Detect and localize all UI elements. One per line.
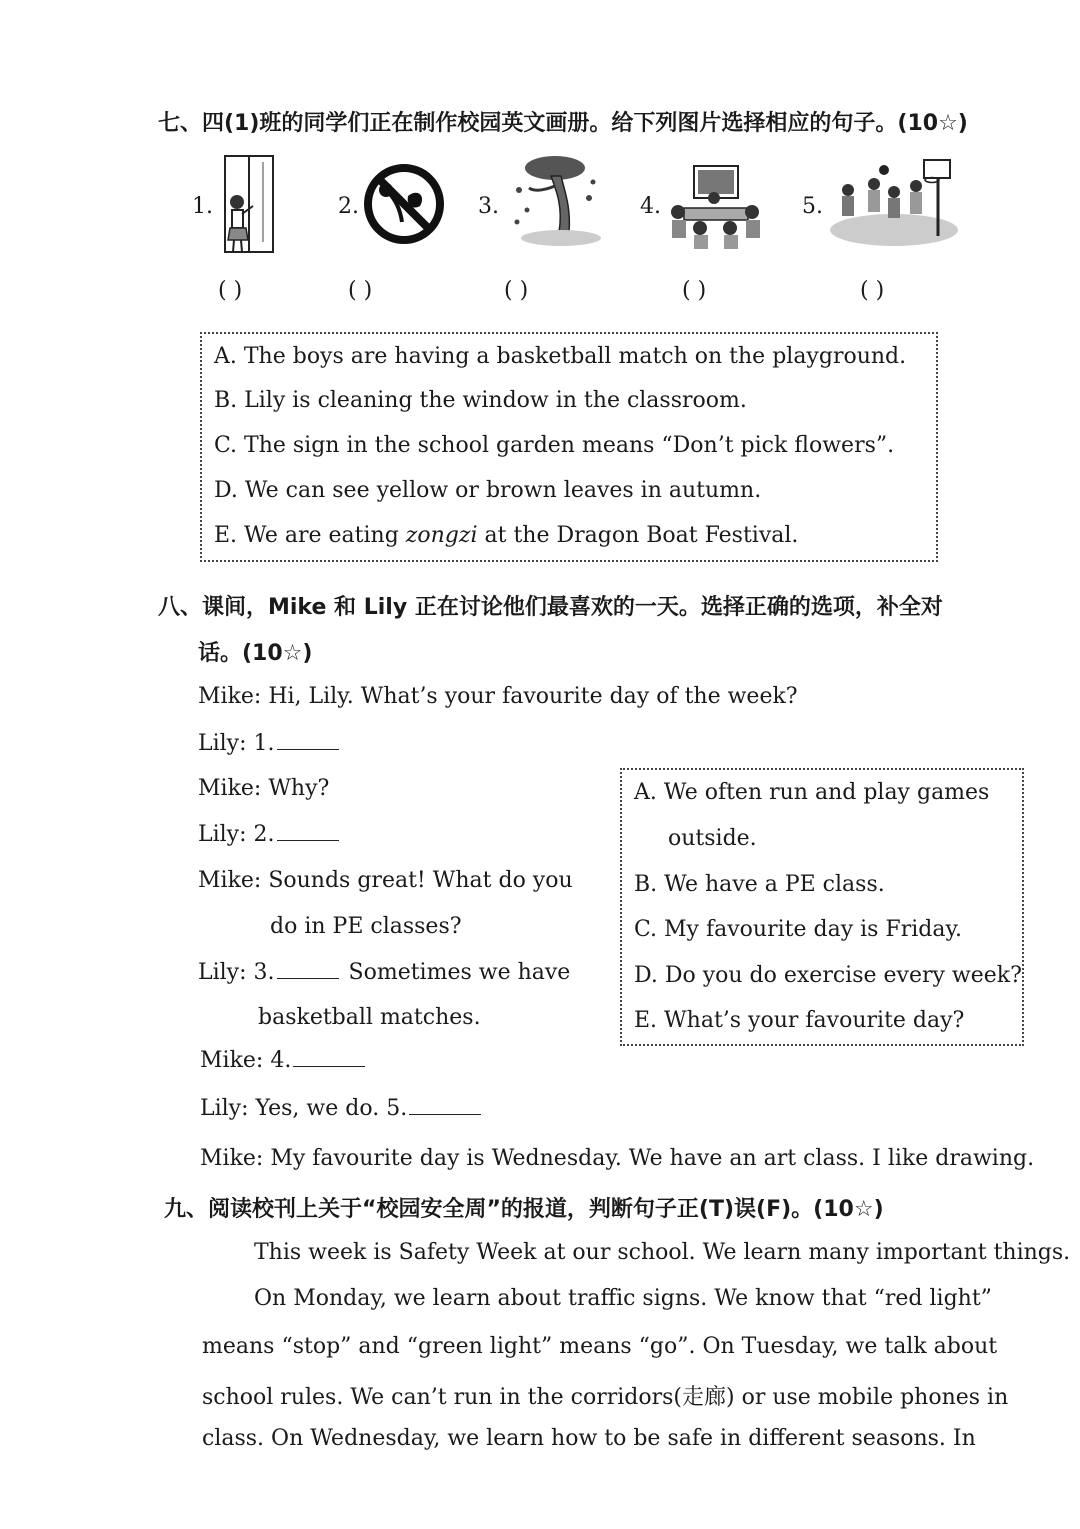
dialogue-option-c: C. My favourite day is Friday. [634,917,962,942]
picture-3-answer[interactable]: ( ) [504,278,529,303]
dialogue-line-6a: Lily: 3. Sometimes we have [198,960,571,985]
option-e-italic: zongzi [405,523,478,548]
dialogue-line-9: Mike: My favourite day is Wednesday. We have an art class. I like drawing. [200,1146,1035,1171]
children-eating-icon [664,162,764,252]
dialogue-line-2: Lily: 1. [198,731,339,756]
dialogue-line-8: Lily: Yes, we do. 5. [200,1096,481,1121]
picture-5-label: 5. [802,194,823,219]
picture-3-label: 3. [478,194,499,219]
picture-1-label: 1. [192,194,213,219]
picture-4-answer[interactable]: ( ) [682,278,707,303]
picture-2-label: 2. [338,194,359,219]
dialogue-option-d: D. Do you do exercise every week? [634,963,1022,988]
picture-1-answer[interactable]: ( ) [218,278,243,303]
passage-line-2: On Monday, we learn about traffic signs. We know that “red light” [254,1286,992,1311]
dialogue-option-b: B. We have a PE class. [634,872,885,897]
picture-5-answer[interactable]: ( ) [860,278,885,303]
dialogue-line-3: Mike: Why? [198,776,330,801]
picture-2-answer[interactable]: ( ) [348,278,373,303]
dialogue-option-a: A. We often run and play games [634,780,990,805]
passage-line-1: This week is Safety Week at our school. We learn many important things. [254,1240,1071,1265]
section7-options-box [200,332,938,562]
passage-line-4: school rules. We can’t run in the corridors(走廊) or use mobile phones in [202,1385,1009,1410]
option-a: A. The boys are having a basketball match on the playground. [214,344,907,369]
picture-4-label: 4. [640,194,661,219]
option-c: C. The sign in the school garden means “Don’t pick flowers”. [214,433,895,458]
girl-cleaning-window-icon [215,152,277,256]
blank-1[interactable] [277,731,339,750]
dialogue-line-4: Lily: 2. [198,822,339,847]
passage-line-5: class. On Wednesday, we learn how to be safe in different seasons. In [202,1426,976,1451]
dialogue-line-6b: basketball matches. [258,1005,481,1030]
passage-line-3: means “stop” and “green light” means “go”. On Tuesday, we talk about [202,1334,998,1359]
no-picking-flowers-sign-icon [362,162,446,246]
section8-title-line1: 八、课间，Mike 和 Lily 正在讨论他们最喜欢的一天。选择正确的选项，补全对 [158,595,943,620]
dialogue-option-e: E. What’s your favourite day? [634,1008,965,1033]
dialogue-line-5b: do in PE classes? [270,914,462,939]
dialogue-line-5a: Mike: Sounds great! What do you [198,868,573,893]
blank-3[interactable] [277,960,339,979]
option-b: B. Lily is cleaning the window in the classroom. [214,388,747,413]
dialogue-option-a-cont: outside. [668,826,757,851]
dialogue-line-1: Mike: Hi, Lily. What’s your favourite day of the week? [198,684,798,709]
blank-4[interactable] [293,1048,365,1067]
blank-2[interactable] [277,822,339,841]
option-d: D. We can see yellow or brown leaves in autumn. [214,478,762,503]
tree-leaves-falling-icon [505,152,605,254]
option-e: E. We are eating zongzi at the Dragon Boat Festival. [214,523,799,548]
basketball-match-icon [828,156,962,252]
section9-title: 九、阅读校刊上关于“校园安全周”的报道，判断句子正(T)误(F)。(10☆) [164,1197,884,1222]
section8-options-box [620,768,1024,1046]
section7-title: 七、四(1)班的同学们正在制作校园英文画册。给下列图片选择相应的句子。(10☆) [158,111,968,136]
section8-title-line2: 话。(10☆) [198,641,313,666]
dialogue-line-7: Mike: 4. [200,1048,365,1073]
blank-5[interactable] [409,1096,481,1115]
